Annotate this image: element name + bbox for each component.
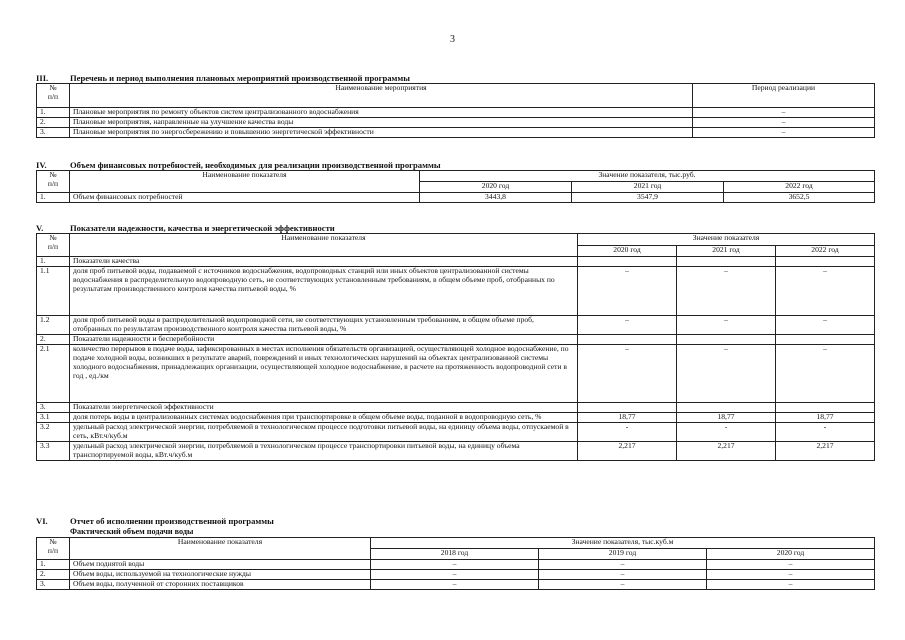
table-financial-needs [36, 170, 875, 203]
section-3-heading [36, 73, 410, 83]
header-value: Значение показателя, тыс.руб. [420, 171, 875, 182]
header-indicator-name: Наименование показателя [70, 538, 371, 560]
section-5-title: Показатели надежности, качества и энергетической эффективности [70, 223, 335, 233]
table-row: 3. Объем воды, полученной от сторонних поставщиков – – – [37, 579, 875, 589]
header-indicator-name: Наименование показателя [70, 171, 420, 193]
table-row: 3.3 удельный расход электрической энергии, потребляемой в технологическом процессе транспортировки питьевой воды, на единицу объема транспортируемой воды, кВт.ч/куб.м 2,217 2,217 2,217 [37, 441, 875, 460]
table-reliability-indicators [36, 233, 875, 461]
table-row: 1.1 доля проб питьевой воды, подаваемой с источников водоснабжения, водопроводных станций или иных объектов централизованной системы водоснабжения в распределительную водопроводную сеть, не соответствующих установленным требованиям, в общем объеме проб, отобранных по результатам производственного контроля качества питьевой воды, % – – – [37, 266, 875, 315]
table-row: 1. Плановые мероприятия по ремонту объектов систем централизованного водоснабжения – [37, 108, 875, 118]
year-header: 2020 год [578, 246, 677, 257]
section-4-heading [36, 160, 441, 170]
year-header: 2022 год [724, 182, 875, 193]
table-water-supply-report [36, 537, 875, 590]
section-6-heading [36, 516, 274, 526]
header-period: Период реализации [693, 84, 875, 108]
section-5-heading [36, 223, 335, 233]
group-row: 3. Показатели энергетической эффективности [37, 402, 875, 412]
table-row: 1. Объем финансовых потребностей 3443,8 3547,9 3652,5 [37, 193, 875, 203]
group-row: 2. Показатели надежности и бесперебойности [37, 334, 875, 344]
section-3-number: III. [36, 73, 49, 83]
header-value: Значение показателя, тыс.куб.м [371, 538, 875, 549]
table-row: 2. Плановые мероприятия, направленные на улучшение качества воды – [37, 117, 875, 127]
year-header: 2022 год [776, 246, 875, 257]
table-planned-activities [36, 83, 875, 138]
table-row: 1.2 доля проб питьевой воды в распределительной водопроводной сети, не соответствующих установленным требованиям, в общем объеме проб, отобранных по результатам производственного контроля качества питьевой воды, % – – – [37, 315, 875, 334]
header-indicator-name: Наименование показателя [70, 234, 578, 257]
table-row: 1. Объем поднятой воды – – – [37, 560, 875, 570]
page-number: 3 [450, 34, 455, 45]
header-num: № п/п [37, 538, 70, 560]
year-header: 2021 год [677, 246, 776, 257]
header-num: № п/п [37, 171, 70, 193]
header-value: Значение показателя [578, 234, 875, 246]
section-6-title: Отчет об исполнении производственной программы [70, 516, 274, 526]
section-4-number: IV. [36, 160, 47, 170]
table-row: 3.1 доля потерь воды в централизованных системах водоснабжения при транспортировке в общем объеме воды, поданной в водопроводную сеть, % 18,77 18,77 18,77 [37, 412, 875, 422]
year-header: 2020 год [420, 182, 572, 193]
table-row: 3. Плановые мероприятия по энергосбережению и повышению энергетической эффективности – [37, 127, 875, 137]
year-header: 2020 год [707, 549, 875, 560]
section-3-title: Перечень и период выполнения плановых мероприятий производственной программы [70, 73, 410, 83]
section-5-number: V. [36, 223, 44, 233]
table-row: 2.1 количество перерывов в подаче воды, зафиксированных в местах исполнения обязательств организацией, осуществляющей холодное водоснабжение, по подаче холодной воды, возникших в результате аварий, повреждений и иных технологических нарушений на объектах централизованной системы холодного водоснабжения, принадлежащих организации, осуществляющей холодное водоснабжение, в расчете на протяженность водопроводной сети в год , ед./км – – – [37, 344, 875, 402]
section-6-number: VI. [36, 516, 48, 526]
table-row: 3.2 удельный расход электрической энергии, потребляемой в технологическом процессе подготовки питьевой воды, на единицу объема воды, отпускаемой в сеть, кВт.ч/куб.м - - - [37, 422, 875, 441]
header-num: № п/п [37, 234, 70, 257]
table-row: 2. Объем воды, используемой на технологические нужды – – – [37, 569, 875, 579]
year-header: 2018 год [371, 549, 539, 560]
header-num: № п/п [37, 84, 70, 108]
section-4-title: Объем финансовых потребностей, необходимых для реализации производственной программы [70, 160, 441, 170]
year-header: 2019 год [539, 549, 707, 560]
section-6-subtitle: Фактический объем подачи воды [70, 527, 194, 536]
header-activity-name: Наименование мероприятия [70, 84, 693, 108]
group-row: 1. Показатели качества [37, 257, 875, 267]
year-header: 2021 год [572, 182, 724, 193]
